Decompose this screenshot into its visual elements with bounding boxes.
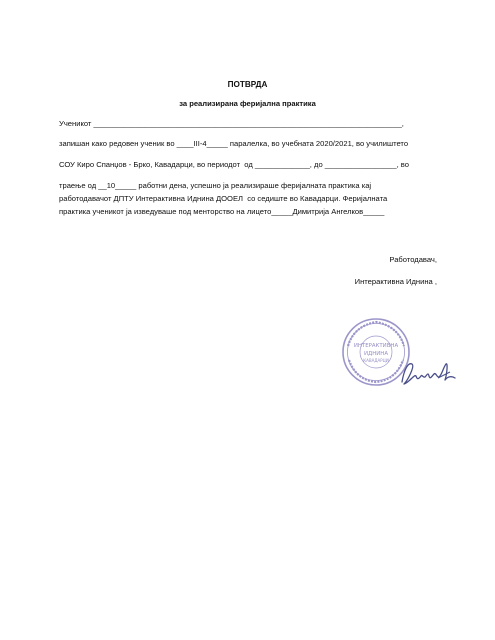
school-period-line: СОУ Киро Спанџов - Брко, Кавадарци, во периодот од _____________, до _________________, во [59,160,409,169]
employer-name: Интерактивна Иднина , [354,276,437,286]
document-title: ПОТВРДА [227,80,268,89]
document-subtitle: за реализирана феријална практика [179,99,316,108]
student-line: Ученикот _________________________________________________________________________, [59,119,404,128]
enrollment-line: запишан како редовен ученик во ____III-4_____ паралелка, во учебната 2020/2021, во училиштето [59,139,409,148]
stamp-text-2: ИДНИНА [363,351,389,357]
duration-line: траење од __10_____ работни дена, успешно ја реализираше феријалната практика кај [59,181,372,190]
stamp-text-3: КАВАДАРЦИ [363,358,389,363]
employer-label: Работодавач, [389,254,437,264]
signature-icon [398,356,458,390]
stamp-text-1: ИНТЕРАКТИВНА [353,343,399,349]
mentor-line: практика ученикот ја изведуваше под менторство на лицето_____Димитрија Ангелков_____ [59,207,385,216]
employer-line: работодавачот ДПТУ Интерактивна Иднина ДООЕЛ со седиште во Кавадарци. Феријалната [59,194,388,203]
